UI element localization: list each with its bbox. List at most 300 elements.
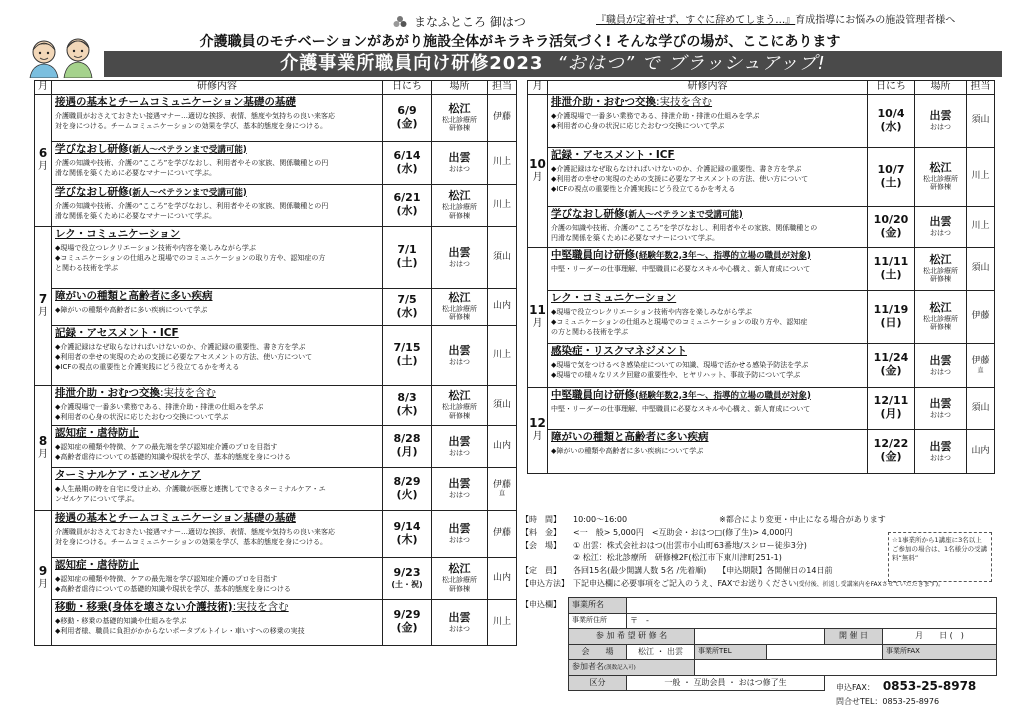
date-label: 開 催 日 — [825, 629, 883, 645]
session-row — [528, 247, 995, 290]
date-text: 6/9 — [397, 103, 417, 117]
session-row — [528, 94, 995, 147]
session-title-sub: (新人～ベテランまで受講可能) — [128, 187, 247, 198]
date-field[interactable]: 月 日 ( ) — [883, 629, 997, 645]
col-staff: 担当 — [967, 81, 995, 95]
session-title-text: 障がいの種類と高齢者に多い疾病 — [55, 289, 213, 302]
place-text: 松江 — [929, 160, 952, 174]
staff-text: 山内 — [492, 301, 511, 312]
place-sub-text: おはつ — [930, 123, 951, 131]
staff-text: 川上 — [492, 199, 511, 210]
session-place — [432, 510, 488, 557]
method-value: 下記申込欄に必要事項をご記入のうえ、FAXでお送りください — [573, 578, 797, 588]
participant-small: (漢数記入可) — [604, 665, 636, 672]
fax-label: 事業所FAX — [883, 644, 997, 660]
session-desc-line: ◆介護記録はなぜ取らなければいけないのか、介護記録の重要性、書き方を学ぶ — [551, 164, 802, 173]
place-sub-text: 研修棟 — [930, 275, 951, 284]
staff-sub-text: 直 — [977, 366, 984, 374]
staff-illustration-icon — [24, 34, 100, 78]
session-title — [55, 469, 379, 482]
session-desc-line: ◆現場で役立つレクリエーション技術や内容を楽しみながら学ぶ — [55, 243, 256, 252]
dow-text: (土) — [396, 354, 418, 367]
session-title-text: 障がいの種類と高齢者に多い疾病 — [551, 430, 709, 443]
date-text: 10/7 — [877, 162, 905, 176]
session-place — [915, 387, 967, 429]
staff-text: 伊藤 — [492, 528, 511, 539]
session-date — [383, 288, 432, 325]
session-date — [868, 247, 915, 290]
tagline-suffix: 育成指導にお悩みの施設管理者様へ — [795, 15, 956, 26]
date-text: 7/1 — [397, 243, 417, 257]
brand-name: まなふところ 御はつ — [414, 14, 526, 29]
session-desc — [551, 360, 864, 380]
session-desc — [551, 164, 864, 194]
place-sub-text: おはつ — [449, 536, 470, 544]
catchcopy: 介護職員のモチベーションがあがり施設全体がキラキラ活気づく! そんな学びの場が、ここにあります — [199, 34, 841, 50]
session-desc — [55, 111, 379, 131]
session-place — [432, 288, 488, 325]
staff-text: 川上 — [971, 221, 990, 232]
method-label: 【申込方法】 — [521, 578, 569, 588]
course-label: 参 加 希 望 研 修 名 — [569, 629, 695, 645]
staff-text: 川上 — [492, 349, 511, 360]
session-row — [35, 226, 517, 288]
session-desc-line: 介護の知識や技術、介護の“こころ”を学びなおし、利用者やその家族、関係職種との — [551, 223, 818, 232]
staff-text: 川上 — [971, 171, 990, 182]
place-sub-text: 松北診療所 — [442, 576, 477, 585]
dow-text: (金) — [880, 450, 902, 463]
date-text: 9/14 — [393, 519, 421, 533]
session-place — [915, 429, 967, 473]
session-date — [383, 425, 432, 467]
session-desc-line: ◆現場で気をつけるべき感染症についての知識、現場で活かせる感染予防法を学ぶ — [551, 360, 809, 369]
venue-field[interactable]: 松江 ・ 出雲 — [627, 644, 695, 660]
session-date — [868, 290, 915, 343]
session-desc-line: ◆介護記録はなぜ取らなければいけないのか、介護記録の重要性、書き方を学ぶ — [55, 342, 306, 351]
session-desc-line: 円滑な関係を築くために必要なマナーについて学ぶ。 — [551, 233, 719, 242]
dow-text: (水) — [396, 204, 418, 217]
place-text: 出雲 — [448, 245, 471, 259]
staff-text: 山内 — [971, 445, 990, 456]
session-desc — [55, 442, 379, 462]
session-staff — [488, 184, 517, 226]
session-desc-line: ◆高齢者虐待についての基礎的知識や現状を学び、基本的態度を身につける — [55, 584, 291, 593]
place-sub-text: 研修棟 — [449, 211, 470, 220]
session-title-text: ターミナルケア・エンゼルケア — [55, 468, 202, 481]
session-row — [35, 184, 517, 226]
place-sub-text: 松北診療所 — [923, 266, 958, 275]
capacity-label: 【定 員】 — [521, 566, 561, 576]
session-desc — [55, 574, 379, 594]
session-place — [432, 385, 488, 425]
session-staff — [488, 288, 517, 325]
session-content — [548, 290, 868, 343]
month-cell — [528, 387, 548, 473]
date-text: 8/29 — [393, 474, 421, 488]
session-row — [35, 385, 517, 425]
place-sub-text: おはつ — [930, 367, 951, 376]
session-title — [55, 228, 379, 241]
page-title: 介護事業所職員向け研修2023 — [280, 52, 544, 74]
session-date — [868, 94, 915, 147]
session-desc-line: ◆ICFの視点の重要性と介護実践にどう役立てるかを考える — [55, 362, 240, 371]
staff-text: 須山 — [971, 402, 990, 413]
session-staff — [967, 247, 995, 290]
month-number: 7 — [38, 291, 48, 306]
dow-text: (金) — [880, 225, 902, 239]
place-text: 出雲 — [448, 522, 471, 536]
session-desc-line: ◆利用者様、職員に負担がかからないポータブルトイレ・車いすへの移乗の実技 — [55, 626, 305, 635]
session-date — [868, 206, 915, 247]
month-cell — [528, 247, 548, 387]
session-title-sub: (経験年数2,3年～、指導的立場の職員が対象) — [635, 390, 811, 401]
session-staff — [488, 325, 517, 385]
place-sub-text: 研修棟 — [449, 313, 470, 322]
staff-text: 須山 — [971, 263, 990, 274]
participant-label — [569, 660, 695, 676]
place-text: 出雲 — [448, 477, 471, 491]
place-text: 出雲 — [929, 353, 952, 367]
dow-text: (水) — [396, 161, 418, 175]
category-label: 区分 — [569, 675, 627, 691]
participant-text: 参加者名 — [572, 662, 604, 672]
session-desc-line: ◆コミュニケーションの仕組みと現場でのコミュニケーションの取り方や、認知症の方 — [55, 253, 326, 262]
brand — [392, 14, 526, 30]
date-text: 7/5 — [397, 292, 417, 306]
session-desc-line: ◆障がいの種類や高齢者に多い疾病について学ぶ — [55, 305, 208, 314]
clover-logo-icon — [392, 14, 408, 30]
session-row — [528, 387, 995, 429]
session-content — [52, 467, 383, 510]
top-line — [0, 14, 1024, 32]
session-title-text: 中堅職員向け研修 — [551, 388, 635, 401]
session-content — [548, 147, 868, 206]
place-sub-text: おはつ — [449, 259, 470, 268]
session-title-note: :実技を含む — [656, 95, 713, 108]
place-sub-text: おはつ — [449, 357, 470, 366]
session-row — [35, 325, 517, 385]
session-title-text: 接遇の基本とチームコミュニケーション基礎の基礎 — [55, 511, 296, 524]
fax-line — [836, 679, 976, 694]
session-title-text: 移動・移乗(身体を壊さない介護技術) — [55, 600, 233, 613]
session-date — [383, 557, 432, 599]
info-time — [521, 514, 1001, 527]
session-desc — [55, 484, 379, 504]
month-cell — [35, 94, 52, 226]
session-title-text: 接遇の基本とチームコミュニケーション基礎の基礎 — [55, 95, 296, 108]
place-text: 出雲 — [929, 396, 952, 410]
category-field[interactable]: 一般 ・ 互助会員 ・ おはつ修了生 — [627, 675, 825, 691]
place-sub-text: 松北診療所 — [442, 115, 477, 124]
session-date — [383, 141, 432, 184]
col-content: 研修内容 — [52, 81, 383, 95]
dow-text: (土) — [396, 256, 418, 269]
session-title-note: :実技を含む — [160, 386, 217, 399]
place-sub-text: 研修棟 — [930, 323, 951, 332]
capacity-value: 各回15名(最少開講人数 5名 /先着順) — [573, 566, 707, 576]
session-title-text: レク・コミュニケーション — [55, 227, 181, 240]
month-number: 8 — [38, 433, 48, 448]
place-sub-text: 松北診療所 — [923, 314, 958, 323]
date-text: 6/14 — [393, 148, 421, 162]
col-month: 月 — [528, 81, 548, 95]
session-title — [551, 431, 864, 444]
date-text: 12/11 — [873, 394, 909, 408]
session-content — [548, 387, 868, 429]
session-desc-line: ◆介護現場で一番多い業務である、排泄介助・排泄の仕組みを学ぶ — [551, 111, 760, 120]
place-sub-text: 松北診療所 — [442, 304, 477, 313]
place-text: 松江 — [448, 562, 471, 576]
session-place — [915, 206, 967, 247]
office-name-field[interactable] — [627, 598, 997, 614]
dow-text: (日) — [880, 315, 902, 329]
staff-text: 須山 — [492, 251, 511, 262]
dow-text: (金) — [396, 116, 418, 130]
session-desc-line: 滑な関係を築くために必要なマナーについて学ぶ。 — [55, 168, 216, 177]
staff-text: 川上 — [492, 157, 511, 168]
application-form — [568, 597, 997, 691]
month-suffix: 月 — [532, 318, 543, 330]
place-text: 松江 — [448, 290, 471, 304]
session-desc — [55, 342, 379, 372]
session-desc — [55, 158, 379, 178]
session-staff — [488, 141, 517, 184]
session-desc — [551, 223, 864, 243]
session-staff — [488, 94, 517, 141]
session-date — [383, 325, 432, 385]
session-content — [52, 425, 383, 467]
office-name-label: 事業所名 — [569, 598, 627, 614]
month-cell — [35, 385, 52, 510]
session-title-text: 排泄介助・おむつ交換 — [551, 95, 656, 108]
session-row — [528, 429, 995, 473]
place-text: 出雲 — [448, 434, 471, 448]
session-desc-line: ◆高齢者虐待についての基礎的知識や現状を学び、基本的態度を身につける — [55, 452, 291, 461]
session-date — [868, 147, 915, 206]
month-number: 10 — [529, 156, 546, 171]
venue-label: 【会 場】 — [521, 540, 561, 550]
date-text: 8/3 — [397, 391, 417, 405]
session-title — [55, 96, 379, 109]
session-title — [55, 559, 379, 572]
session-staff — [967, 94, 995, 147]
date-text: 6/21 — [393, 191, 421, 205]
place-text: 出雲 — [448, 151, 471, 165]
session-title — [551, 292, 864, 305]
dow-text: (火) — [396, 487, 418, 501]
session-desc-line: ◆利用者の心身の状況に応じたおむつ交換について学ぶ — [551, 121, 725, 130]
month-suffix: 月 — [38, 448, 48, 460]
session-title — [55, 290, 379, 303]
session-desc — [55, 243, 379, 273]
session-title — [551, 96, 864, 109]
session-desc-line: ンゼルケアについて学ぶ。 — [55, 494, 139, 503]
session-date — [868, 387, 915, 429]
tel-field[interactable] — [767, 644, 883, 660]
session-staff — [967, 387, 995, 429]
session-row — [35, 288, 517, 325]
session-staff — [488, 510, 517, 557]
session-desc-line: ◆コミュニケーションの仕組みと現場でのコミュニケーションの取り方や、認知症 — [551, 317, 808, 326]
session-desc-line: ◆障がいの種類や高齢者に多い疾病について学ぶ — [551, 446, 704, 455]
place-sub-text: 研修棟 — [449, 584, 470, 593]
title-band — [104, 51, 1002, 77]
session-title-note: :実技を含む — [232, 600, 289, 613]
left-body — [35, 94, 517, 645]
session-date — [383, 510, 432, 557]
session-desc-line: ◆利用者の幸せの実現のための支援に必要なアセスメントの方法、使い方について — [551, 174, 809, 183]
month-number: 6 — [38, 146, 48, 161]
dow-text: (土・祝) — [391, 579, 423, 589]
session-place — [432, 141, 488, 184]
place-text: 出雲 — [448, 343, 471, 357]
session-content — [52, 599, 383, 645]
venue-label: 会 場 — [569, 644, 627, 660]
fee-label: 【料 金】 — [521, 527, 561, 537]
session-date — [383, 385, 432, 425]
place-sub-text: おはつ — [449, 165, 470, 173]
session-desc-line: 中堅・リーダーの仕事理解、中堅職員に必要なスキルや心構え、新人育成について — [551, 404, 811, 413]
place-text: 出雲 — [929, 439, 952, 453]
session-staff — [488, 226, 517, 288]
month-number: 12 — [529, 416, 546, 431]
place-text: 松江 — [929, 252, 952, 266]
fee-value: <一 般> 5,000円 <互助会・おはつ□(修了生)> 4,000円 — [573, 527, 793, 537]
session-title — [551, 345, 864, 358]
dow-text: (金) — [880, 364, 902, 377]
session-staff — [967, 429, 995, 473]
date-text: 7/15 — [393, 341, 421, 355]
place-sub-text: 研修棟 — [449, 411, 470, 420]
session-date — [383, 94, 432, 141]
session-place — [915, 147, 967, 206]
date-text: 9/29 — [393, 608, 421, 622]
place-sub-text: 松北診療所 — [442, 203, 477, 212]
session-date — [383, 467, 432, 510]
staff-text: 山内 — [492, 572, 511, 583]
place-text: 出雲 — [929, 215, 952, 229]
session-row — [35, 599, 517, 645]
session-desc-line: ◆利用者の幸せの実現のための支援に必要なアセスメントの方法、使い方について — [55, 352, 313, 361]
place-sub-text: おはつ — [449, 624, 470, 633]
staff-sub-text: 直 — [498, 490, 505, 498]
session-place — [432, 599, 488, 645]
session-title — [551, 249, 864, 262]
session-desc — [55, 527, 379, 547]
session-staff — [967, 147, 995, 206]
session-desc-line: 対を身につける。チームコミュニケーションの効果を学び、基本的態度を身につける。 — [55, 121, 328, 130]
deadline: 【申込期限】各開催日の14日前 — [718, 566, 833, 576]
session-row — [528, 343, 995, 387]
session-desc-line: 介護の知識や技術、介護の“こころ”を学びなおし、利用者やその家族、関係職種との円 — [55, 201, 329, 210]
session-row — [528, 147, 995, 206]
session-desc — [551, 307, 864, 337]
session-desc-line: と関わる技術を学ぶ — [55, 263, 118, 272]
session-staff — [488, 557, 517, 599]
place-text: 出雲 — [929, 109, 952, 123]
session-place — [915, 343, 967, 387]
session-title — [55, 512, 379, 525]
dow-text: (土) — [880, 267, 902, 281]
session-staff — [488, 425, 517, 467]
dow-text: (木) — [396, 404, 418, 417]
dow-text: (月) — [396, 445, 418, 458]
session-date — [383, 599, 432, 645]
session-place — [432, 325, 488, 385]
schedule-table-right — [527, 80, 995, 474]
page-subtitle: “おはつ” で ブラッシュアップ! — [557, 52, 826, 74]
session-place — [432, 184, 488, 226]
session-desc-line: 対を身につける。チームコミュニケーションの効果を学び、基本的態度を身につける。 — [55, 537, 328, 546]
session-desc-line: ◆認知症の種類や特徴、ケアの最先端を学び認知症介護のプロを目指す — [55, 574, 278, 583]
place-sub-text: おはつ — [449, 448, 470, 457]
place-text: 出雲 — [448, 610, 471, 624]
session-title-sub: (経験年数2,3年～、指導的立場の職員が対象) — [635, 250, 811, 261]
session-desc — [551, 111, 864, 131]
session-staff — [488, 385, 517, 425]
session-title-text: 記録・アセスメント・ICF — [55, 326, 179, 339]
col-staff: 担当 — [488, 81, 517, 95]
col-place: 場所 — [915, 81, 967, 95]
office-addr-field[interactable]: 〒 - — [627, 613, 997, 629]
session-title — [551, 389, 864, 402]
venue-1: ① 出雲：株式会社おはつ(出雲市小山町63番地/スシロー徒歩3分) — [573, 540, 807, 550]
session-title — [55, 601, 379, 614]
session-desc — [55, 616, 379, 636]
month-cell — [35, 226, 52, 385]
participant-field[interactable] — [695, 660, 997, 676]
dow-text: (水) — [880, 119, 902, 133]
session-desc — [55, 201, 379, 221]
tagline — [596, 15, 955, 28]
col-place: 場所 — [432, 81, 488, 95]
date-text: 11/24 — [873, 351, 909, 365]
method-small: (受付後、折返し受講案内をFAXさせていただきます)。 — [796, 580, 945, 588]
session-row — [35, 425, 517, 467]
staff-text: 須山 — [492, 399, 511, 410]
session-content — [548, 247, 868, 290]
session-desc-line: 滑な関係を築くために必要なマナーについて学ぶ。 — [55, 211, 216, 220]
schedule-table-left — [34, 80, 517, 646]
session-content — [548, 429, 868, 473]
session-row — [35, 94, 517, 141]
col-date: 日にち — [383, 81, 432, 95]
session-title-text: 記録・アセスメント・ICF — [551, 148, 675, 161]
session-content — [52, 325, 383, 385]
session-desc — [55, 305, 379, 315]
session-desc-line: ◆介護現場で一番多い業務である、排泄介助・排泄の仕組みを学ぶ — [55, 402, 264, 411]
session-place — [432, 226, 488, 288]
session-row — [35, 467, 517, 510]
session-date — [383, 226, 432, 288]
col-date: 日にち — [868, 81, 915, 95]
session-row — [528, 290, 995, 343]
session-staff — [967, 290, 995, 343]
discount-note: ☆1事業所から1講座に3名以上ご参加の場合は、1名様分の受講料“無料” — [888, 532, 992, 582]
session-place — [432, 557, 488, 599]
date-text: 10/20 — [873, 212, 909, 226]
session-desc-line: ◆認知症の種類や特徴、ケアの最先端を学び認知症介護のプロを目指す — [55, 442, 278, 451]
session-row — [35, 557, 517, 599]
session-desc-line: ◆人生最期の時を自宅に受け止め、介護職が医療と連携してできるターミナルケア・エ — [55, 484, 326, 493]
dow-text: (金) — [396, 621, 418, 634]
course-field[interactable] — [695, 629, 825, 645]
place-text: 松江 — [929, 300, 952, 314]
session-title-text: 学びなおし研修 — [55, 185, 129, 198]
time-value: 10:00～16:00 — [573, 515, 628, 524]
session-row — [528, 206, 995, 247]
session-title-text: 排泄介助・おむつ交換 — [55, 386, 160, 399]
